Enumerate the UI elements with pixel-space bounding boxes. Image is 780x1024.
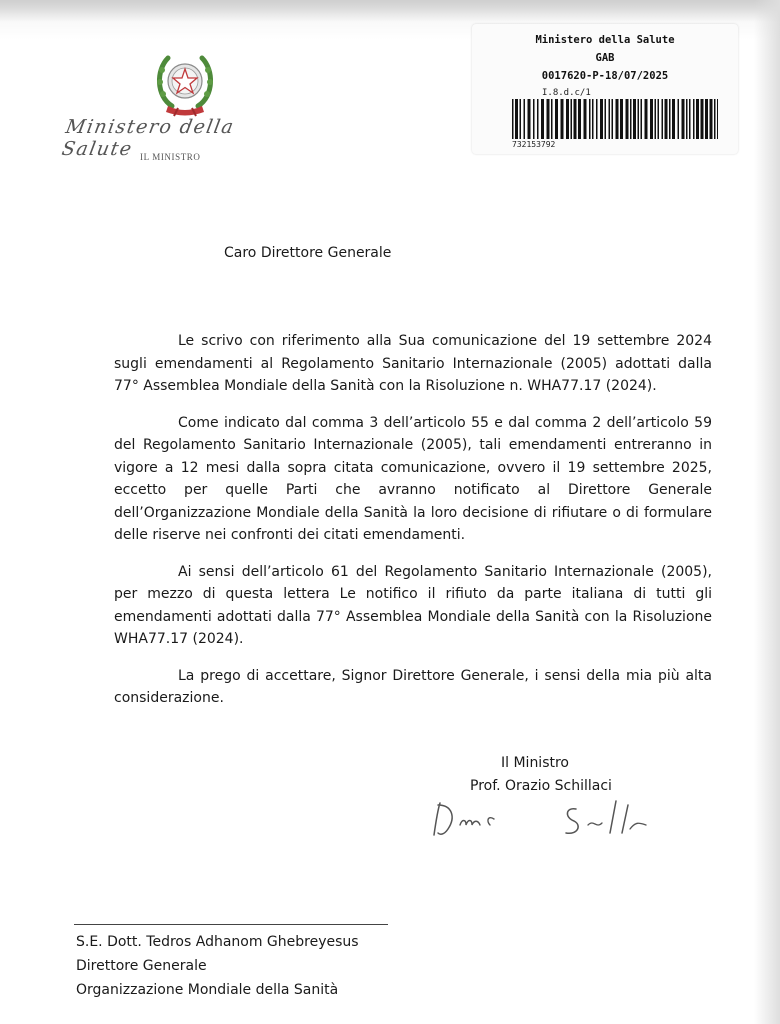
barcode-bar xyxy=(693,99,695,139)
barcode-bar xyxy=(551,99,553,139)
barcode-bar xyxy=(701,99,704,139)
barcode-bar xyxy=(717,99,718,139)
paragraph-3: Ai sensi dell’articolo 61 del Regolamento Sanitario Internazionale (2005), per mezzo di questa lettera Le notifico il rifiuto da parte italiana di tutti gli emendamenti adottati dalla 77° Assemblea Mondiale della Sanità con la Risoluzione WHA77.17 (2024). xyxy=(114,563,712,647)
barcode-bar xyxy=(710,99,713,139)
recipient-role: Direttore Generale xyxy=(76,958,207,974)
signer-title: Il Ministro xyxy=(501,755,569,771)
barcode-bar xyxy=(626,99,629,139)
protocol-stamp xyxy=(472,24,738,154)
paragraph-4: La prego di accettare, Signor Direttore Generale, i sensi della mia più alta considerazione. xyxy=(114,667,712,706)
barcode-bar xyxy=(512,99,514,139)
barcode-number: 732153792 xyxy=(512,140,556,149)
barcode-bar xyxy=(612,99,614,139)
barcode-bar xyxy=(682,99,685,139)
barcode-bar xyxy=(609,99,611,139)
barcode-bar xyxy=(689,99,691,139)
barcode-bar xyxy=(638,99,640,139)
signer-name: Prof. Orazio Schillaci xyxy=(470,777,612,794)
barcode-bar xyxy=(630,99,632,139)
barcode-bar xyxy=(533,99,535,139)
barcode-bar xyxy=(561,99,564,139)
stamp-ministry: Ministero della Salute xyxy=(535,34,675,46)
barcode-bar xyxy=(665,99,668,139)
barcode-bar xyxy=(672,99,675,139)
barcode-bar xyxy=(650,99,653,139)
barcode-bar xyxy=(616,99,619,139)
barcode-bar xyxy=(658,99,660,139)
paragraph-2: Come indicato dal comma 3 dell’articolo 55 e dal comma 2 dell’articolo 59 del Regolamento Sanitario Internazionale (2005), tali emendamenti entreranno in vigore a 12 mesi dalla sopra citata comunicazione, ovvero il 19 settembre 2025, eccetto per quelle Parti che avranno notificato al Direttore Generale dell’Organizzazione Mondiale della Sanità la loro decisione di rifiutare o di formulare delle riserve nei confronti dei citati emendamenti. xyxy=(114,414,712,543)
barcode-bar xyxy=(605,99,607,139)
barcode-bar xyxy=(600,99,603,139)
recipient-organization: Organizzazione Mondiale della Sanità xyxy=(76,982,339,998)
barcode-bar xyxy=(592,99,594,139)
barcode-bar xyxy=(633,99,636,139)
barcode-bar xyxy=(528,99,531,139)
barcode-bar xyxy=(669,99,671,139)
letter-body xyxy=(114,330,712,724)
signature-block xyxy=(470,752,670,797)
barcode-bar xyxy=(686,99,688,139)
recipient-name: S.E. Dott. Tedros Adhanom Ghebreyesus xyxy=(76,934,359,950)
barcode-bar xyxy=(705,99,708,139)
recipient-divider xyxy=(74,924,388,925)
barcode-bar xyxy=(696,99,699,139)
barcode-bar xyxy=(578,99,581,139)
barcode-bar xyxy=(655,99,657,139)
barcode-bar xyxy=(547,99,550,139)
barcode-bar xyxy=(714,99,716,139)
salutation: Caro Direttore Generale xyxy=(224,245,392,261)
barcode-bar xyxy=(641,99,643,139)
barcode-bar xyxy=(571,99,573,139)
barcode-bar xyxy=(589,99,591,139)
barcode-bar xyxy=(555,99,558,139)
scan-top-shadow xyxy=(0,0,780,22)
stamp-classification: I.8.d.c/1 xyxy=(542,88,591,98)
barcode-bar xyxy=(620,99,623,139)
barcode-bar xyxy=(537,99,539,139)
stamp-protocol-number: 0017620-P-18/07/2025 xyxy=(541,70,669,82)
barcode-bar xyxy=(566,99,569,139)
recipient-block xyxy=(76,930,359,1002)
italian-republic-emblem-icon xyxy=(150,48,220,118)
barcode-bar xyxy=(574,99,577,139)
barcode-bar xyxy=(596,99,598,139)
barcode-bar xyxy=(645,99,648,139)
barcode-bar xyxy=(520,99,522,139)
paragraph-1: Le scrivo con riferimento alla Sua comunicazione del 19 settembre 2024 sugli emendamenti al Regolamento Sanitario Internazionale (2005) adottati dalla 77° Assemblea Mondiale della Sanità con la Risoluzione n. WHA77.17 (2024). xyxy=(114,333,712,394)
letterhead-office: IL MINISTRO xyxy=(140,152,201,162)
barcode-bar xyxy=(584,99,587,139)
barcode-icon xyxy=(512,99,718,139)
barcode-bar xyxy=(662,99,664,139)
barcode-bar xyxy=(541,99,544,139)
handwritten-signature-icon xyxy=(426,795,666,845)
barcode-bar xyxy=(524,99,526,139)
barcode-bar xyxy=(515,99,518,139)
scan-right-shadow xyxy=(754,0,780,1024)
barcode-bar xyxy=(678,99,680,139)
stamp-department: GAB xyxy=(595,52,615,64)
letterhead-ministry-name: Ministero della Salute xyxy=(60,116,237,160)
